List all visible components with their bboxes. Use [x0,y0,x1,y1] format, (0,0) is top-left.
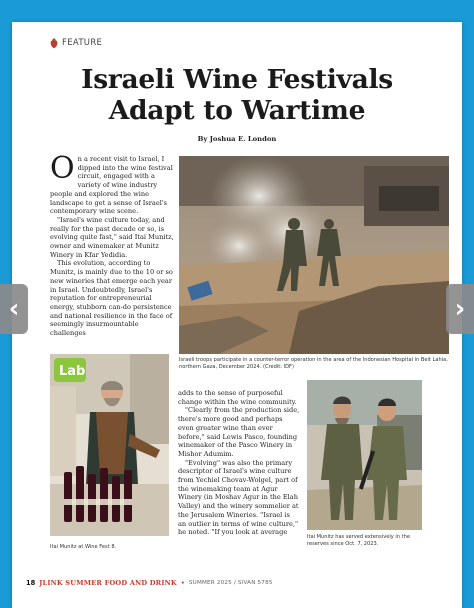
photo-winemaker-at-fest [50,354,169,536]
paragraph-text: n a recent visit to Israel, I dipped into the wine festival circuit, engaged with a variety of wine industry people and explored the wine landscape to get a sense of Israel's contemporary wine scene. [50,155,173,216]
drop-cap: O [50,151,75,186]
reservists-illustration [307,380,422,530]
strawberry-icon [50,38,58,48]
paragraph [50,151,176,216]
chevron-left-icon: ‹ [8,294,20,324]
right-photo-caption: Itai Munitz has served extensively in the reserves since Oct. 7, 2023. [307,534,411,547]
paragraph: adds to the sense of purposeful change within the wine community. [178,389,297,406]
main-photo-caption: Israeli troops participate in a counter-terror operation in the area of the Indonesian Hospital in Beit Lahia, northern Gaza, December 2024. (Credit: IDF) [179,357,448,370]
magazine-name: JLINK SUMMER FOOD AND DRINK [39,579,177,587]
paragraph: "Israel's wine culture today, and really for the past decade or so, is evolving quite fast," said Itai Munitz, owner and winemaker at Munitz Winery in Kfar Yedidia. [50,215,174,259]
chevron-right-icon: › [454,294,466,324]
paragraph: "Evolving" was also the primary descriptor of Israel's wine culture from Yechiel Chovav-Wolgel, part of the winemaking team at Agur Winery (in Moshav Agur in the Elah Valley) and the winery sommelier at the Jerusalem Wineries. "Israel is an outlier in terms of wine culture," he noted. "If you look at average [178,458,299,537]
section-tag [50,38,102,48]
section-label: FEATURE [62,38,103,48]
body-column-2 [178,389,300,537]
photo-soldier-reservist [307,380,422,530]
left-photo-caption: Itai Munitz at Wine Fest 8. [50,544,117,550]
winemaker-illustration [50,354,169,536]
soldiers-illustration [179,156,449,354]
next-page-button[interactable] [446,284,474,334]
footer-separator: • [180,579,185,587]
byline: By Joshua E. London [197,135,277,143]
sign-text: Lab [59,364,86,379]
previous-page-button[interactable] [0,284,28,334]
paragraph: "Clearly from the production side, there's more good and perhaps even greater wine than ever before," said Lewis Pasco, founding winemaker of the Pasco Winery in Mishor Adumim. [178,406,300,458]
headline-line-1: Israeli Wine Festivals [81,64,393,95]
magazine-page [12,22,462,608]
paragraph: This evolution, according to Munitz, is mainly due to the 10 or so new wineries that emerge each year in Israel. Undoubtedly, Israel's reputation for entrepreneurial energy, stubborn can-do persistence and national resilience in the face of seemingly insurmountable challenges [50,259,173,338]
page-number: 18 [26,579,36,587]
issue-date: SUMMER 2025 / SIVAN 5785 [188,580,273,586]
body-column-1 [50,151,176,338]
main-photo-soldiers [179,156,449,354]
article-headline [32,64,442,126]
headline-line-2: Adapt to Wartime [108,95,366,126]
page-footer [26,579,448,587]
